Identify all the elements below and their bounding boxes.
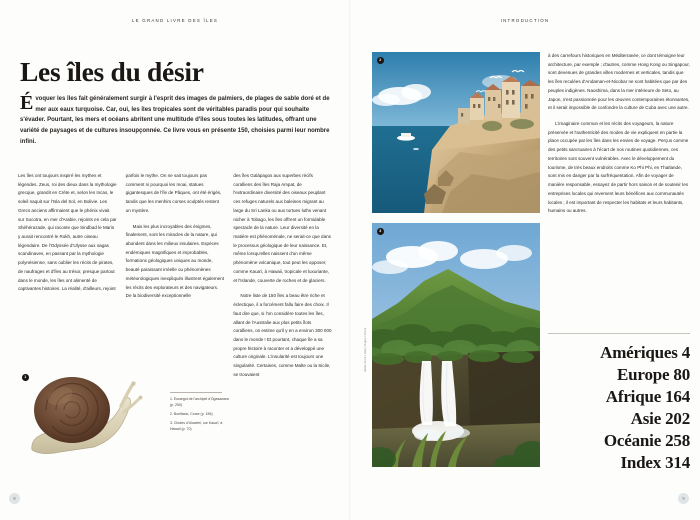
caption-list <box>170 392 230 436</box>
paragraph: des îles Galápagos aux superbes récifs coralliens des îles Raja Ampat, de l'extraordinaire diversité des oiseaux peuplant ces refuges naturels aux baleines migrant au large du Sri Lanka ou aux tortues luths venant nicher à Tobago, les îles offrent un formidable spectacle de la nature. Leur diversité en la matière est phénoménale, ne serait-ce que dans le processus géologique de leur naissance. Et, même lorsqu'elles naissent d'un même phénomène volcanique, tout peut les opposer, comme Kaua'i, à Hawaii, tropicale et luxuriante, et l'Islande, couverte de roches et de glaciers. <box>233 173 331 283</box>
table-of-contents <box>548 333 690 474</box>
caption-item: 2. Bonifacio, Corse (p. 156) <box>170 411 213 416</box>
snail-illustration <box>20 372 144 468</box>
right-body-text <box>548 52 690 223</box>
toc-divider <box>548 333 690 334</box>
caption-item: 1. Escargot de l'archipel d'Ogasawara (p. 250) <box>170 397 229 407</box>
running-head-left: LE GRAND LIVRE DES ÎLES <box>131 18 219 23</box>
page-title: Les îles du désir <box>20 56 204 87</box>
caption-item: 3. Chutes d'Uluwehi, sur Kaua'i, à Hawaii (p. 70) <box>170 420 223 431</box>
body-column-3 <box>233 172 332 387</box>
paragraph: Les îles ont toujours inspiré les mythes et légendes. Zeus, roi des dieux dans la mythologie grecque, grandit en Crète et, selon les Incas, le soleil naquit sur l'Isla del Sol, en Bolivie. Les Grecs anciens affirmaient que le phénix vivait sur Socotra, en mer d'Arabie, rejoints en cela par Shéhérazade, qui raconte que Sindbad le Marin y aurait rencontré le Rokh, autre oiseau légendaire. De l'Odyssée d'Ulysse aux sagas scandinaves, en passant par la mythologie polynésienne, sans oublier les récits de pirates, de naufrages et d'îles au trésor, presque partout dans le monde, les îles ont alimenté de captivantes histoires. La réalité, d'ailleurs, rejoint <box>18 173 117 292</box>
toc-entry-europe[interactable]: Europe 80 <box>617 364 690 384</box>
body-column-2 <box>126 172 225 387</box>
toc-entry-index[interactable]: Index 314 <box>620 452 690 472</box>
body-columns <box>18 172 332 387</box>
toc-entry-ameriques[interactable]: Amériques 4 <box>600 343 690 362</box>
body-column-1 <box>18 172 117 387</box>
running-head-right: INTRODUCTION <box>500 18 550 23</box>
lede-paragraph <box>20 94 332 147</box>
bonifacio-cliffs-photo <box>372 52 540 213</box>
photo-column <box>372 52 540 467</box>
snail-icon <box>20 372 144 468</box>
wailua-falls-photo <box>372 223 540 467</box>
paragraph: à des carrefours historiques en Méditerranée, ce dont témoigne leur architecture, par exemple ; d'autres, comme Hong Kong ou Singapour, sont devenues de grandes villes modernes et verticales, tandis que les îles reculées d'Andaman-et-Nicobar ne sont habitées que par des peuples indigènes. Naoshima, dans la mer intérieure de Seto, au Japon, s'est passionnée pour les œuvres contemporaines étonnantes, et il serait impossible de confondre la culture de Cuba avec une autre. <box>548 53 690 111</box>
caption-divider <box>170 392 222 393</box>
paragraph: L'imaginaire commun et les récits des voyageurs, la nature préservée et l'authenticité des modes de vie expliquent en partie la place occupée par les îles dans les envies de voyage. Perçus comme des petits sanctuaires à l'écart de nos routines quotidiennes, ces territoires sont souvent vulnérables. Avec le développement du tourisme, de très beaux endroits comme Ko Phi Phi, en Thaïlande, sont mis en danger par la surfréquentation. Afin de voyager de manière responsable, essayez de partir hors saison et de soutenir les entreprises locales qui reversent leurs bénéfices aux communautés locales ; il est important de respecter les habitats et leurs habitants, humains ou autres. <box>548 121 689 214</box>
paragraph: Mais les plus incroyables des énigmes, finalement, sont les miracles de la nature, qui abondent dans les milieux insulaires. Espèces endémiques magnifiques et improbables, formations géologiques uniques au monde, beauté paraissant irréelle ou phénomènes météorologiques inexpliqués illustrent également les récits des explorateurs et des navigateurs. De la biodiversité exceptionnelle <box>125 223 224 299</box>
page-number-left: 8 <box>9 493 20 504</box>
figure-marker-2: 2 <box>377 57 384 64</box>
drop-cap: É <box>20 92 34 115</box>
figure-marker-1: 1 <box>22 374 29 381</box>
page-number-right: 9 <box>678 493 689 504</box>
toc-entry-afrique[interactable]: Afrique 164 <box>605 386 690 406</box>
photo-credit: Adobe Stock / Getty Images / iStock <box>364 327 367 372</box>
toc-entry-asie[interactable]: Asie 202 <box>630 408 690 428</box>
lede-text: voquer les îles fait généralement surgir à l'esprit des images de palmiers, de plages de sable doré et de mer aux eaux turquoise. Car, oui, les îles tropicales sont de véritables paradis pour qui souhaite s'évader. Pourtant, les mers et océans abritent une multitude d'îles sous toutes les latitudes, offrant une variété de paysages et de cultures insoupçonnée. Ce livre vous en présente 150, choisies parmi leur nombre infini. <box>20 96 330 145</box>
paragraph: parfois le mythe. On ne sait toujours pas comment ni pourquoi les moai, statues gigantesques de l'île de Pâques, ont été érigés, tandis que les menhirs corses sculptés restent un mystère. <box>125 173 222 213</box>
toc-entry-oceanie[interactable]: Océanie 258 <box>603 430 690 450</box>
figure-marker-3: 3 <box>377 228 384 235</box>
paragraph: Notre liste de 150 îles a beau être riche et éclectique, il a forcément fallu faire des choix. Il faut dire que, si l'on considère toutes les îles, allant de l'Australie aux plus petits îlots coralliens, on estime qu'il y en a environ 300 000 dans le monde ! Et pourtant, chaque île a sa propre histoire à raconter et a développé une culture originale. L'insularité est toujours une singularité. Certaines, comme Malte ou la Sicile, se trouvaient <box>233 293 332 377</box>
